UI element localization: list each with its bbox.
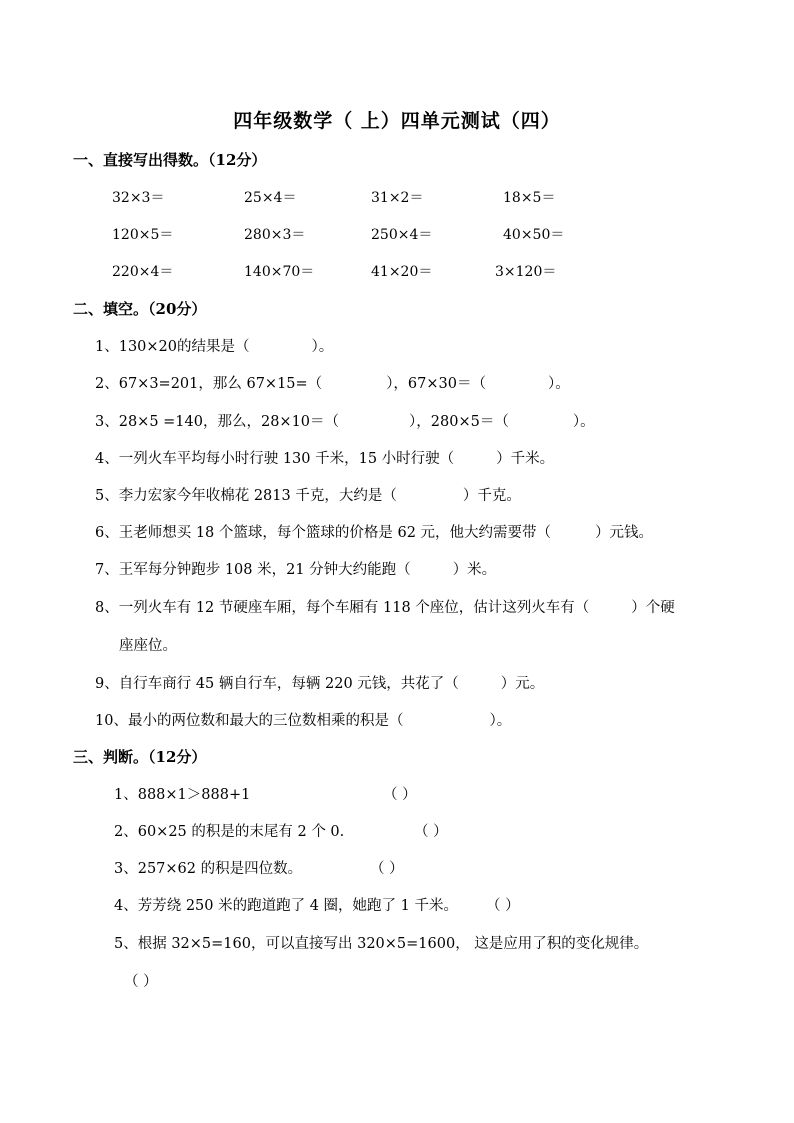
- fill-question-4: [95, 447, 554, 468]
- judge-question-3: 3、257×62 的积是四位数。: [114, 861, 303, 877]
- fill-question-10: [95, 709, 511, 730]
- page-title: 四年级数学（ 上）四单元测试（四）: [233, 110, 561, 132]
- question-text: ）千克。: [462, 488, 521, 504]
- question-text: ）。: [572, 414, 595, 430]
- fill-question-8: [95, 596, 675, 617]
- calc-item: 280×3＝: [244, 227, 306, 243]
- fill-question-9: [95, 672, 544, 693]
- calc-item: 32×3＝: [112, 190, 165, 206]
- question-text: 10、最小的两位数和最大的三位数相乘的积是（: [95, 713, 404, 729]
- question-text: 6、王老师想买 18 个篮球，每个篮球的价格是 62 元，他大约需要带（: [95, 525, 552, 541]
- question-text: 4、一列火车平均每小时行驶 130 千米，15 小时行驶（: [95, 451, 455, 467]
- fill-question-2: [95, 372, 570, 393]
- fill-question-1: [95, 335, 333, 356]
- question-text: 9、自行车商行 45 辆自行车，每辆 220 元钱，共花了（: [95, 676, 459, 692]
- section-2-heading: 二、填空。（20分）: [73, 300, 207, 318]
- judge-question-1: 1、888×1＞888+1: [114, 787, 251, 803]
- question-text: 2、67×3=201，那么 67×15=（: [95, 376, 323, 392]
- fill-question-6: [95, 521, 653, 542]
- question-text: ）元。: [500, 676, 545, 692]
- calc-item: 250×4＝: [371, 227, 433, 243]
- question-text: ）千米。: [496, 451, 555, 467]
- question-text: 1、130×20的结果是（: [95, 339, 250, 355]
- judge-answer-parens[interactable]: （ ）: [486, 898, 520, 914]
- judge-question-5: 5、根据 32×5=160，可以直接写出 320×5=1600， 这是应用了积的变化规律。: [114, 936, 649, 952]
- fill-question-8-continued: 座座位。: [119, 638, 177, 654]
- judge-answer-parens[interactable]: （ ）: [414, 824, 448, 840]
- question-text: 5、李力宏家今年收棉花 2813 千克，大约是（: [95, 488, 397, 504]
- question-text: 8、一列火车有 12 节硬座车厢，每个车厢有 118 个座位，估计这列火车有（: [95, 600, 590, 616]
- judge-answer-parens[interactable]: （ ）: [383, 787, 417, 803]
- calc-item: 220×4＝: [112, 264, 174, 280]
- judge-answer-parens[interactable]: （ ）: [370, 861, 404, 877]
- calc-item: 25×4＝: [244, 190, 297, 206]
- question-text: ）元钱。: [595, 525, 654, 541]
- calc-item: 3×120＝: [495, 264, 557, 280]
- question-text: ）米。: [452, 562, 497, 578]
- question-text: ）。: [311, 339, 334, 355]
- question-text: ），67×30＝（: [386, 376, 486, 392]
- question-text: ）。: [489, 713, 512, 729]
- calc-item: 18×5＝: [503, 190, 556, 206]
- fill-question-5: [95, 484, 521, 505]
- calc-item: 120×5＝: [112, 227, 174, 243]
- calc-item: 41×20＝: [371, 264, 433, 280]
- section-3-heading: 三、判断。（12分）: [73, 748, 207, 766]
- question-text: 7、王军每分钟跑步 108 米，21 分钟大约能跑（: [95, 562, 411, 578]
- question-text: ）个硬: [631, 600, 675, 616]
- calc-item: 31×2＝: [371, 190, 424, 206]
- calc-item: 40×50＝: [503, 227, 565, 243]
- judge-question-4: 4、芳芳绕 250 米的跑道跑了 4 圈，她跑了 1 千米。: [114, 898, 459, 914]
- judge-answer-parens[interactable]: （ ）: [124, 974, 158, 990]
- fill-question-7: [95, 558, 496, 579]
- fill-question-3: [95, 410, 595, 431]
- judge-question-2: 2、60×25 的积是的末尾有 2 个 0.: [114, 824, 345, 840]
- question-text: 3、28×5 =140，那么，28×10＝（: [95, 414, 340, 430]
- section-1-heading: 一、直接写出得数。（12分）: [73, 151, 267, 169]
- question-text: ），280×5＝（: [409, 414, 509, 430]
- question-text: ）。: [548, 376, 570, 392]
- calc-item: 140×70＝: [244, 264, 315, 280]
